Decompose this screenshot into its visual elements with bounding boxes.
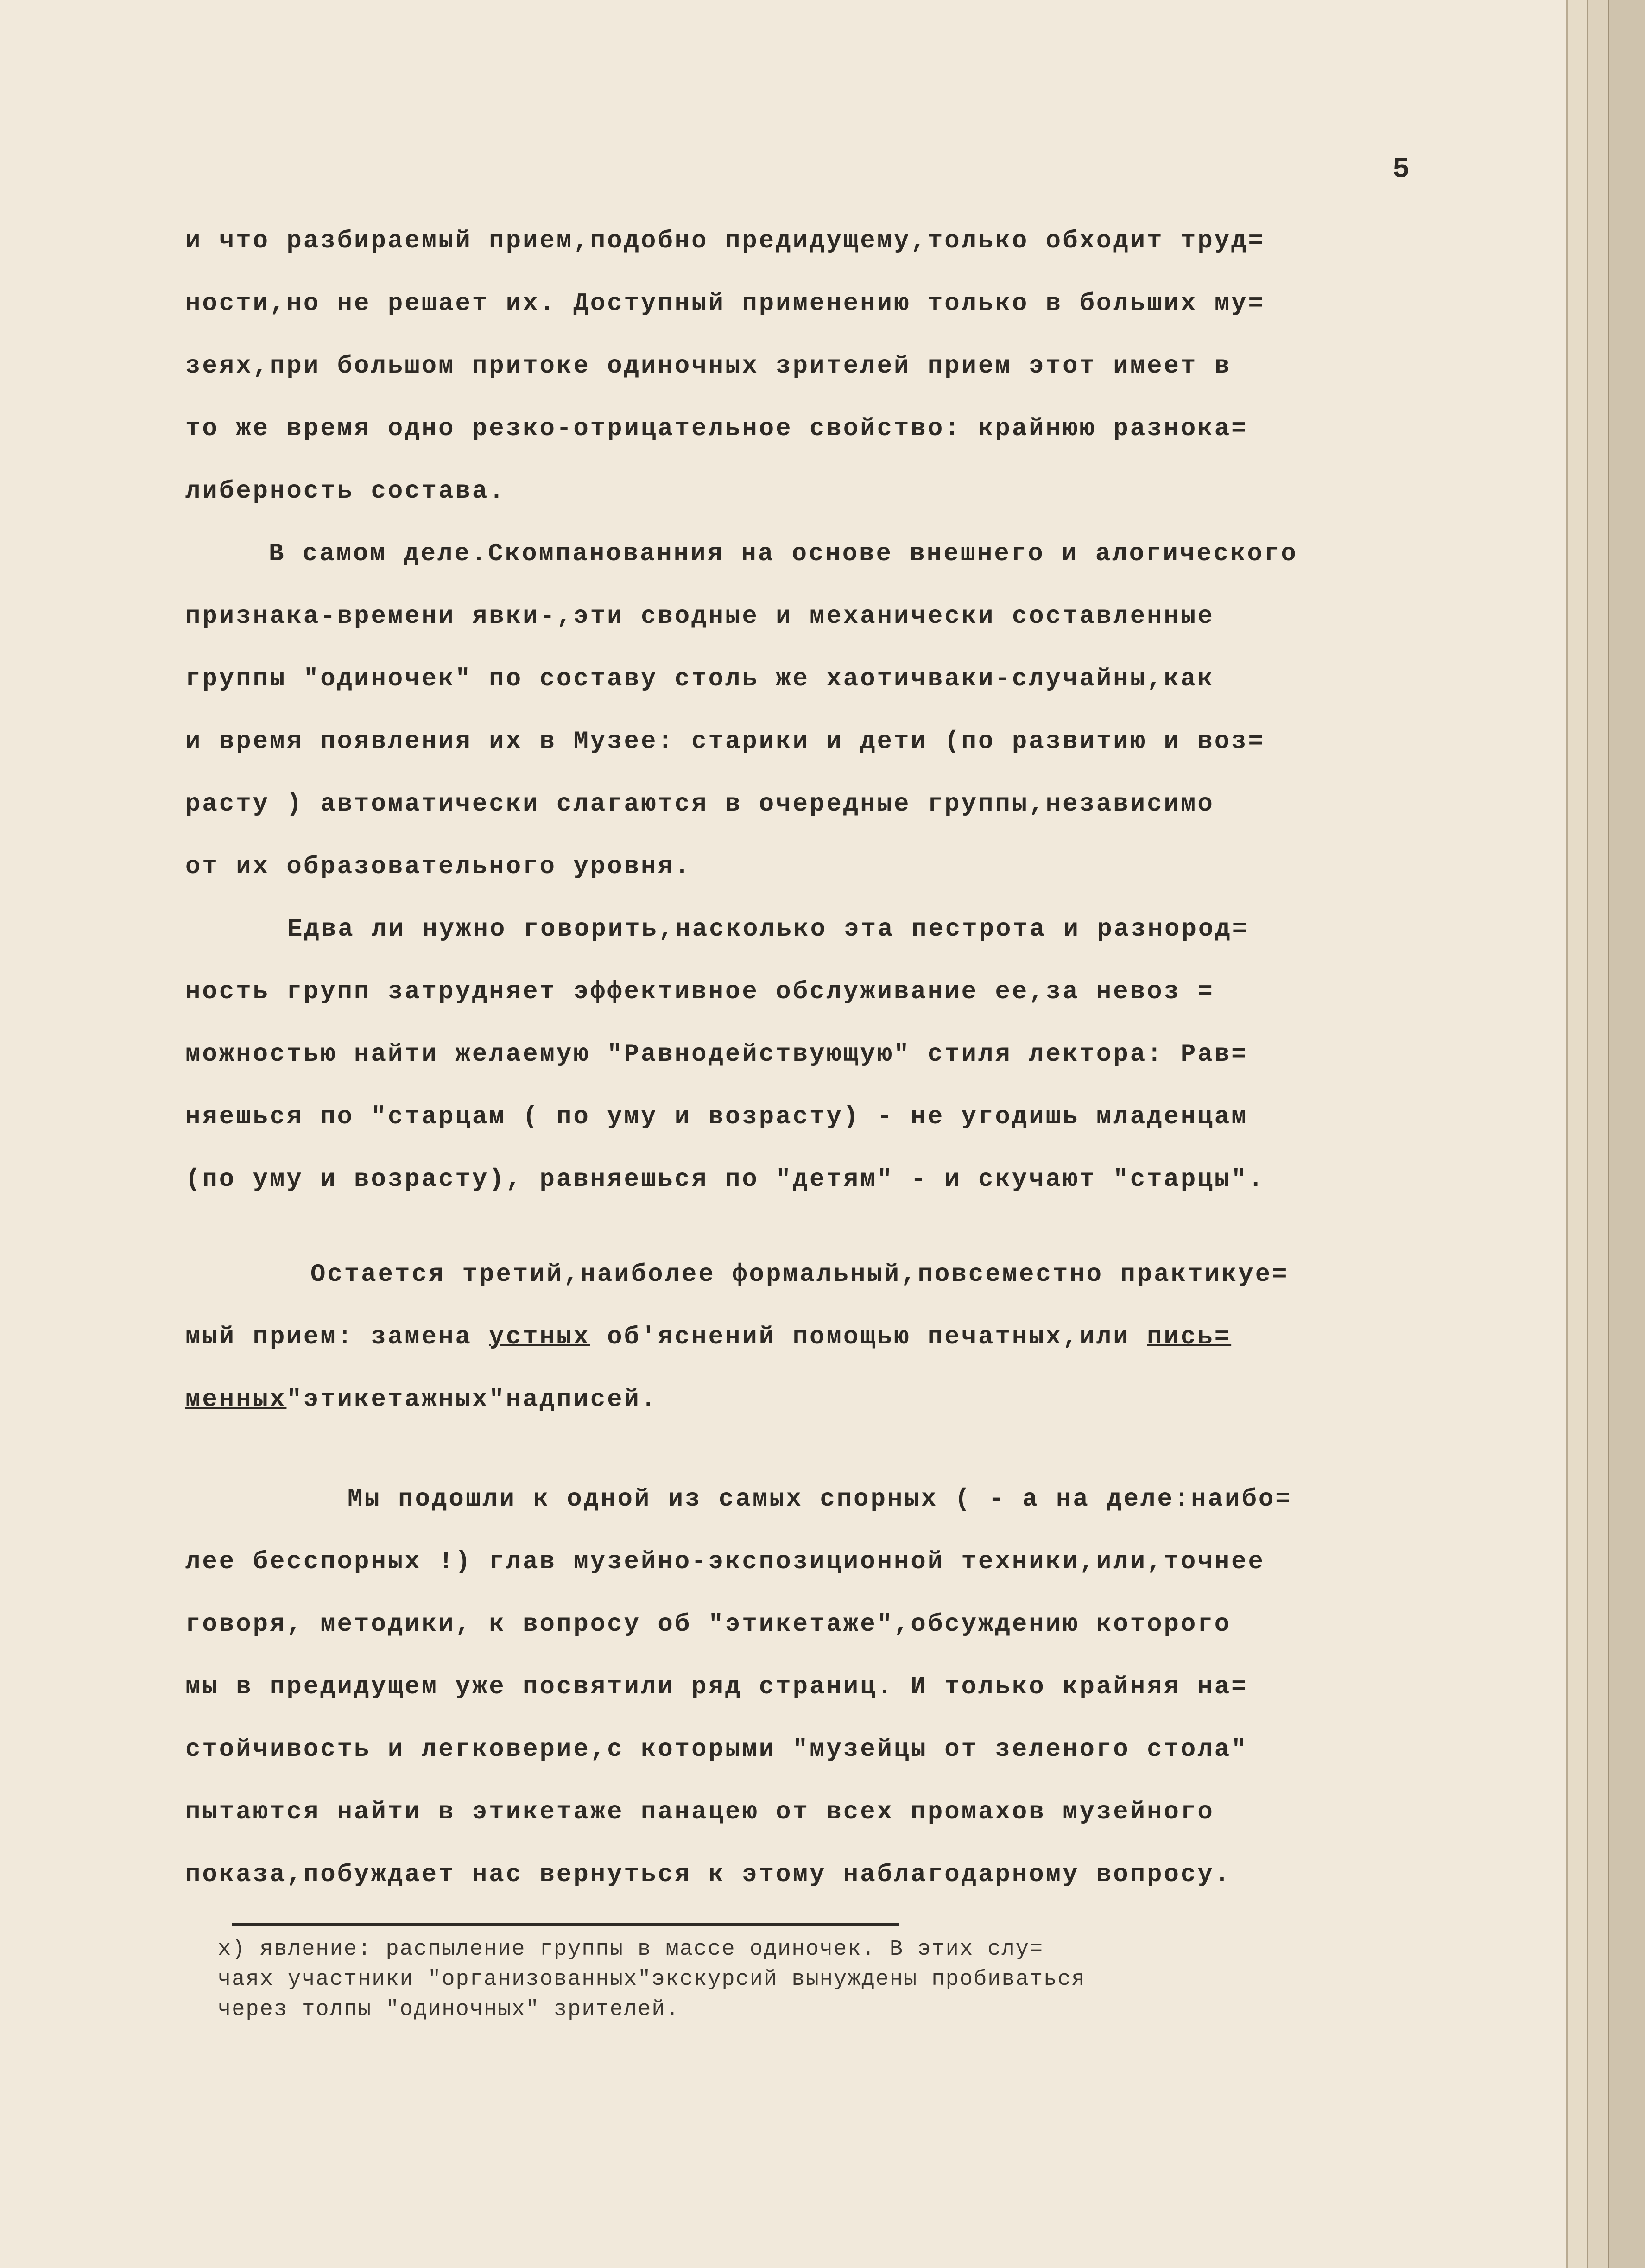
text-line: В самом деле.Скомпанованния на основе внешнего и алогического (269, 540, 1298, 568)
text-line: стойчивость и легковерие,с которыми "музейцы от зеленого стола" (185, 1736, 1248, 1764)
text-line: и время появления их в Музее: старики и дети (по развитию и воз= (185, 728, 1265, 756)
text-line (185, 1386, 658, 1414)
text-line: Остается третий,наиболее формальный,повсеместно практикуе= (310, 1261, 1289, 1289)
text-line: то же время одно резко-отрицательное свойство: крайнюю разнока= (185, 415, 1248, 443)
text-line: лее бесспорных !) глав музейно-экспозиционной техники,или,точнее (185, 1548, 1265, 1576)
footnote-line: х) явление: распыление группы в массе одиночек. В этих слу= (218, 1937, 1044, 1962)
text-line: ности,но не решает их. Доступный применению только в больших му= (185, 290, 1265, 318)
text-segment: об'яснений помощью печатных,или (590, 1323, 1147, 1351)
text-segment: "этикетажных"надписей. (286, 1386, 658, 1414)
page-number: 5 (1392, 153, 1410, 186)
text-line: пытаются найти в этикетаже панацею от всех промахов музейного (185, 1798, 1215, 1826)
underlined-word: пись= (1147, 1323, 1232, 1351)
underlined-word: менных (185, 1386, 287, 1414)
text-segment: мый прием: замена (185, 1323, 489, 1351)
text-line: либерность состава. (185, 477, 506, 506)
text-line: говоря, методики, к вопросу об "этикетаже",обсуждению которого (185, 1610, 1232, 1639)
footnote-line: через толпы "одиночных" зрителей. (218, 1997, 680, 2022)
page-stack-edge (1608, 0, 1645, 2268)
underlined-word: устных (489, 1323, 590, 1351)
text-line: признака-времени явки-,эти сводные и механически составленные (185, 602, 1215, 631)
footnote-divider (232, 1923, 899, 1926)
text-line: расту ) автоматически слагаются в очередные группы,независимо (185, 790, 1215, 818)
text-line: зеях,при большом притоке одиночных зрителей прием этот имеет в (185, 352, 1232, 380)
text-line: группы "одиночек" по составу столь же хаотичваки-случайны,как (185, 665, 1215, 693)
text-line: от их образовательного уровня. (185, 853, 692, 881)
text-line: и что разбираемый прием,подобно предидущему,только обходит труд= (185, 227, 1265, 255)
text-line: можностью найти желаемую "Равнодействующую" стиля лектора: Рав= (185, 1040, 1248, 1069)
text-line: Едва ли нужно говорить,насколько эта пестрота и разнород= (287, 915, 1249, 944)
footnote-line: чаях участники "организованных"экскурсий вынуждены пробиваться (218, 1967, 1086, 1992)
text-line: няешься по "старцам ( по уму и возрасту) - не угодишь младенцам (185, 1103, 1248, 1131)
text-line (185, 1323, 1231, 1351)
text-line: ность групп затрудняет эффективное обслуживание ее,за невоз = (185, 978, 1215, 1006)
text-line: (по уму и возрасту), равняешься по "детям" - и скучают "старцы". (185, 1166, 1265, 1194)
text-line: показа,побуждает нас вернуться к этому наблагодарному вопросу. (185, 1861, 1232, 1889)
text-line: Мы подошли к одной из самых спорных ( - а на деле:наибо= (348, 1485, 1292, 1514)
page-stack-edge (1566, 0, 1588, 2268)
page-stack-edge (1587, 0, 1609, 2268)
text-line: мы в предидущем уже посвятили ряд страниц. И только крайняя на= (185, 1673, 1248, 1701)
